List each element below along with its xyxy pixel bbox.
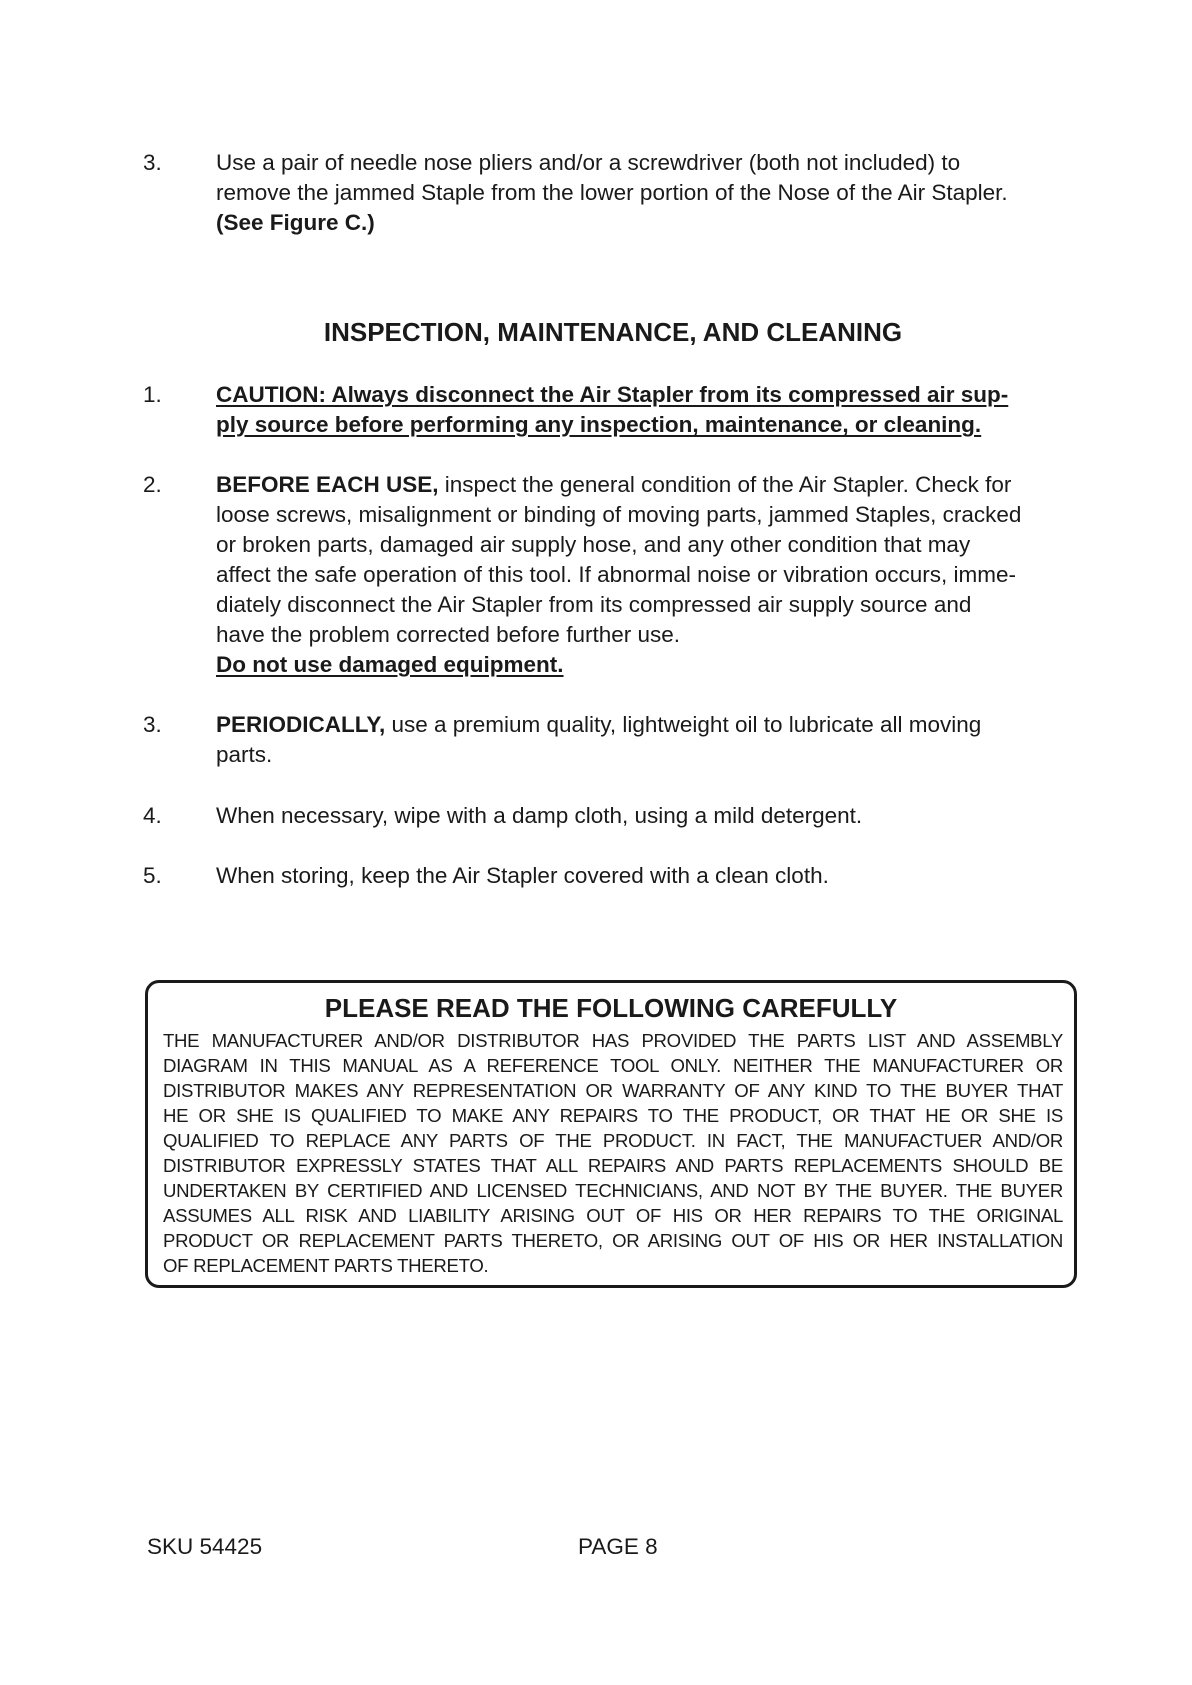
item-number: 3.	[143, 712, 162, 737]
item-line: or broken parts, damaged air supply hose, and any other condition that may	[216, 532, 971, 557]
item-first-line-rest: inspect the general condition of the Air Stapler. Check for	[438, 472, 1012, 497]
item-number: 4.	[143, 803, 162, 828]
item-lead: PERIODICALLY,	[216, 712, 386, 737]
item-line: Use a pair of needle nose pliers and/or a screwdriver (both not included) to	[216, 150, 961, 175]
disclaimer-title: PLEASE READ THE FOLLOWING CAREFULLY	[324, 993, 898, 1023]
item-first-line	[216, 710, 1083, 740]
item-number: 2.	[143, 472, 162, 497]
item-line: When necessary, wipe with a damp cloth, using a mild detergent.	[216, 803, 863, 828]
list-item-storing	[143, 861, 1083, 891]
item-text	[216, 801, 1083, 831]
disclaimer-line: DIAGRAM IN THIS MANUAL AS A REFERENCE TOOL ONLY. NEITHER THE MANUFACTURER OR	[163, 1055, 1063, 1076]
item-text	[216, 148, 1083, 238]
disclaimer-line: PRODUCT OR REPLACEMENT PARTS THERETO, OR ARISING OUT OF HIS OR HER INSTALLATION	[163, 1230, 1063, 1251]
item-line: parts.	[216, 742, 273, 767]
disclaimer-line: DISTRIBUTOR EXPRESSLY STATES THAT ALL REPAIRS AND PARTS REPLACEMENTS SHOULD BE	[163, 1155, 1063, 1176]
disclaimer-line: HE OR SHE IS QUALIFIED TO MAKE ANY REPAIRS TO THE PRODUCT, OR THAT HE OR SHE IS	[163, 1105, 1063, 1126]
caution-line: CAUTION: Always disconnect the Air Stapler from its compressed air sup-	[216, 382, 1009, 407]
disclaimer-text	[163, 1028, 1063, 1278]
disclaimer-line: QUALIFIED TO REPLACE ANY PARTS OF THE PRODUCT. IN FACT, THE MANUFACTUER AND/OR	[163, 1130, 1063, 1151]
item-line: diately disconnect the Air Stapler from its compressed air supply source and	[216, 592, 972, 617]
disclaimer-line: DISTRIBUTOR MAKES ANY REPRESENTATION OR WARRANTY OF ANY KIND TO THE BUYER THAT	[163, 1080, 1063, 1101]
item-line: When storing, keep the Air Stapler covered with a clean cloth.	[216, 863, 829, 888]
footer-page-number: PAGE 8	[578, 1534, 658, 1559]
item-text	[216, 470, 1083, 680]
item-line: have the problem corrected before further use.	[216, 622, 681, 647]
list-item-periodically	[143, 710, 1083, 770]
figure-reference: (See Figure C.)	[216, 210, 375, 235]
item-number: 3.	[143, 150, 162, 175]
item-lead: BEFORE EACH USE,	[216, 472, 439, 497]
disclaimer-line: ASSUMES ALL RISK AND LIABILITY ARISING OUT OF HIS OR HER REPAIRS TO THE ORIGINAL	[163, 1205, 1063, 1226]
footer-sku: SKU 54425	[147, 1534, 263, 1559]
item-first-line-rest: use a premium quality, lightweight oil to lubricate all moving	[385, 712, 982, 737]
list-item-wipe	[143, 801, 1083, 831]
item-number: 1.	[143, 382, 162, 407]
item-number: 5.	[143, 863, 162, 888]
item-text	[216, 710, 1083, 770]
list-item-caution	[143, 380, 1083, 440]
item-first-line	[216, 470, 1083, 500]
disclaimer-line: THE MANUFACTURER AND/OR DISTRIBUTOR HAS PROVIDED THE PARTS LIST AND ASSEMBLY	[163, 1030, 1063, 1051]
list-item-before-each-use	[143, 470, 1083, 680]
disclaimer-line: OF REPLACEMENT PARTS THERETO.	[163, 1255, 489, 1276]
item-line: remove the jammed Staple from the lower portion of the Nose of the Air Stapler.	[216, 180, 1008, 205]
disclaimer-line: UNDERTAKEN BY CERTIFIED AND LICENSED TECHNICIANS, AND NOT BY THE BUYER. THE BUYER	[163, 1180, 1063, 1201]
item-text	[216, 861, 1083, 891]
item-line: loose screws, misalignment or binding of moving parts, jammed Staples, cracked	[216, 502, 1022, 527]
caution-line: ply source before performing any inspection, maintenance, or cleaning.	[216, 412, 982, 437]
section-title: INSPECTION, MAINTENANCE, AND CLEANING	[323, 317, 903, 347]
damaged-equipment-warning: Do not use damaged equipment.	[216, 652, 564, 677]
list-item-remove-jammed-staple	[143, 148, 1083, 238]
item-line: affect the safe operation of this tool. If abnormal noise or vibration occurs, imme-	[216, 562, 1016, 587]
disclaimer-box	[145, 980, 1077, 1288]
caution-text	[216, 380, 1083, 440]
